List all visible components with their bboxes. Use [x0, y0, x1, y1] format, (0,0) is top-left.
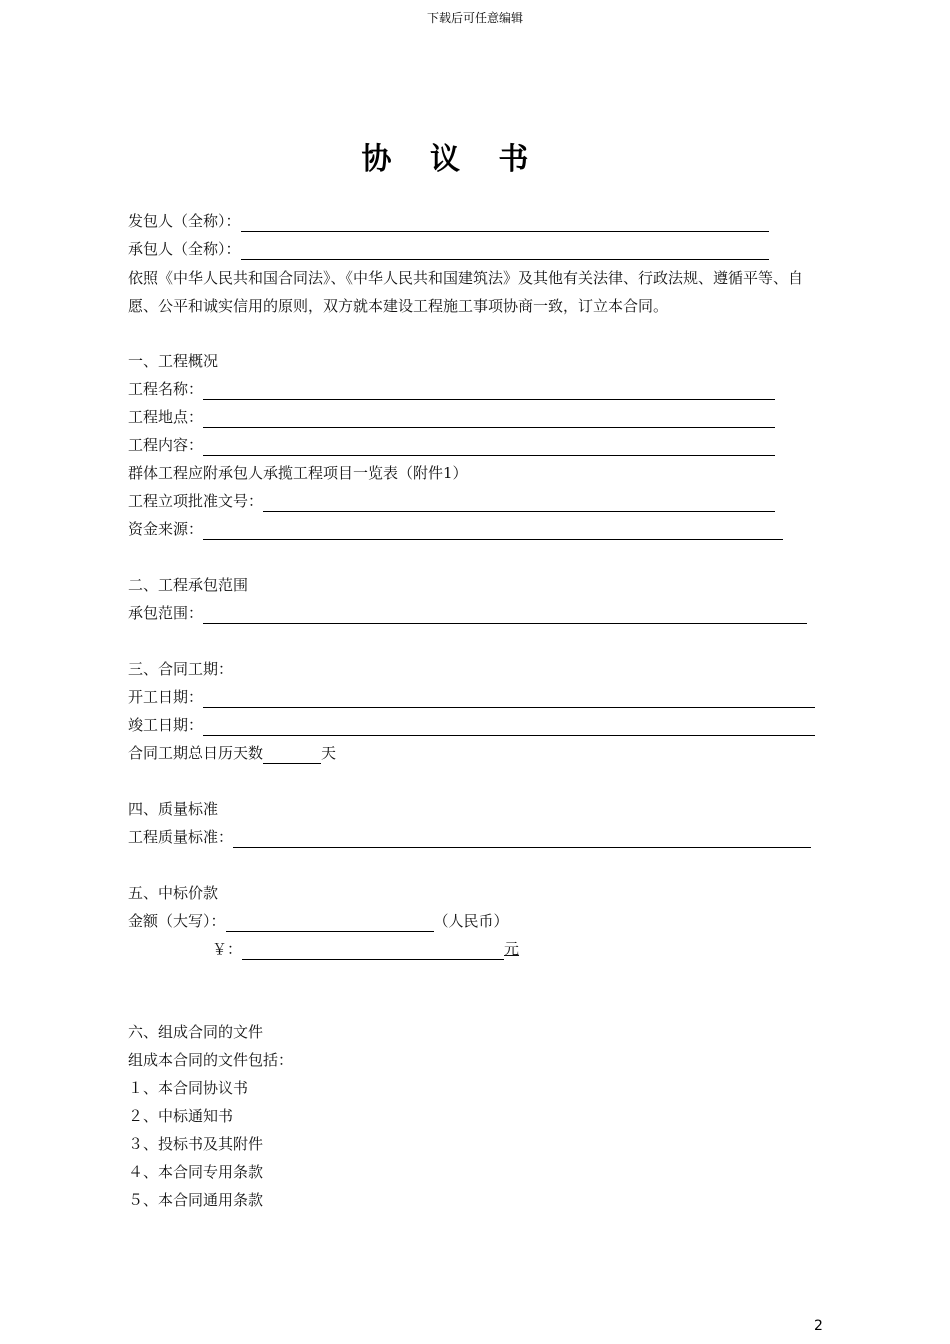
yuan-unit: 元: [504, 940, 520, 958]
scope-row: [128, 602, 807, 624]
total-days-blank[interactable]: [263, 747, 321, 764]
employer-blank[interactable]: [241, 215, 769, 232]
start-date-row: [128, 686, 815, 708]
amount-figure-row: [212, 938, 519, 960]
document-list-item: ４、本合同专用条款: [128, 1163, 264, 1181]
section1-heading: 一、工程概况: [128, 352, 219, 370]
project-location-row: [128, 406, 775, 428]
scope-label: 承包范围：: [128, 604, 204, 622]
project-content-blank[interactable]: [203, 439, 775, 456]
contractor-label: 承包人（全称）：: [128, 240, 241, 258]
preamble-paragraph: 依照《中华人民共和国合同法》、《中华人民共和国建筑法》及其他有关法律、行政法规、遵循平等、自愿、公平和诚实信用的原则，双方就本建设工程施工事项协商一致，订立本合同。: [128, 269, 804, 315]
document-list-item: ２、中标通知书: [128, 1107, 234, 1125]
employer-label: 发包人（全称）：: [128, 212, 241, 230]
project-location-blank[interactable]: [203, 411, 775, 428]
document-title: 协 议 书: [361, 142, 543, 177]
document-list-item: ５、本合同通用条款: [128, 1191, 264, 1209]
section5-heading: 五、中标价款: [128, 884, 219, 902]
project-location-label: 工程地点：: [128, 408, 204, 426]
document-list-item: ３、投标书及其附件: [128, 1135, 264, 1153]
document-list-item: １、本合同协议书: [128, 1079, 249, 1097]
quality-row: [128, 826, 811, 848]
amount-words-row: [128, 910, 509, 932]
approval-number-label: 工程立项批准文号：: [128, 492, 264, 510]
scope-blank[interactable]: [203, 607, 807, 624]
amount-figure-blank[interactable]: [242, 943, 504, 960]
start-date-label: 开工日期：: [128, 688, 204, 706]
header-note: 下载后可任意编辑: [426, 11, 523, 25]
project-name-row: [128, 378, 775, 400]
end-date-row: [128, 714, 815, 736]
yuan-symbol: ￥：: [212, 940, 243, 958]
approval-number-blank[interactable]: [263, 495, 775, 512]
end-date-label: 竣工日期：: [128, 716, 204, 734]
section2-heading: 二、工程承包范围: [128, 576, 249, 594]
section6-intro: 组成本合同的文件包括：: [128, 1051, 294, 1069]
employer-row: [128, 210, 769, 232]
contractor-blank[interactable]: [241, 243, 769, 260]
funding-source-label: 资金来源：: [128, 520, 204, 538]
project-content-row: [128, 434, 775, 456]
currency-note: （人民币）: [433, 912, 509, 930]
end-date-blank[interactable]: [203, 719, 815, 736]
page-number: 2: [814, 1318, 823, 1334]
section3-heading: 三、合同工期：: [128, 660, 234, 678]
amount-words-blank[interactable]: [226, 915, 434, 932]
start-date-blank[interactable]: [203, 691, 815, 708]
quality-label: 工程质量标准：: [128, 828, 234, 846]
group-project-note: 群体工程应附承包人承揽工程项目一览表（附件1）: [128, 464, 468, 482]
project-name-blank[interactable]: [203, 383, 775, 400]
project-name-label: 工程名称：: [128, 380, 204, 398]
amount-words-label: 金额（大写）：: [128, 912, 226, 930]
total-days-row: [128, 742, 336, 764]
approval-number-row: [128, 490, 775, 512]
project-content-label: 工程内容：: [128, 436, 204, 454]
days-unit: 天: [321, 744, 337, 762]
section6-heading: 六、组成合同的文件: [128, 1023, 264, 1041]
quality-blank[interactable]: [233, 831, 811, 848]
total-days-label: 合同工期总日历天数: [128, 744, 264, 762]
funding-source-blank[interactable]: [203, 523, 783, 540]
section4-heading: 四、质量标准: [128, 800, 219, 818]
funding-source-row: [128, 518, 783, 540]
contractor-row: [128, 238, 769, 260]
